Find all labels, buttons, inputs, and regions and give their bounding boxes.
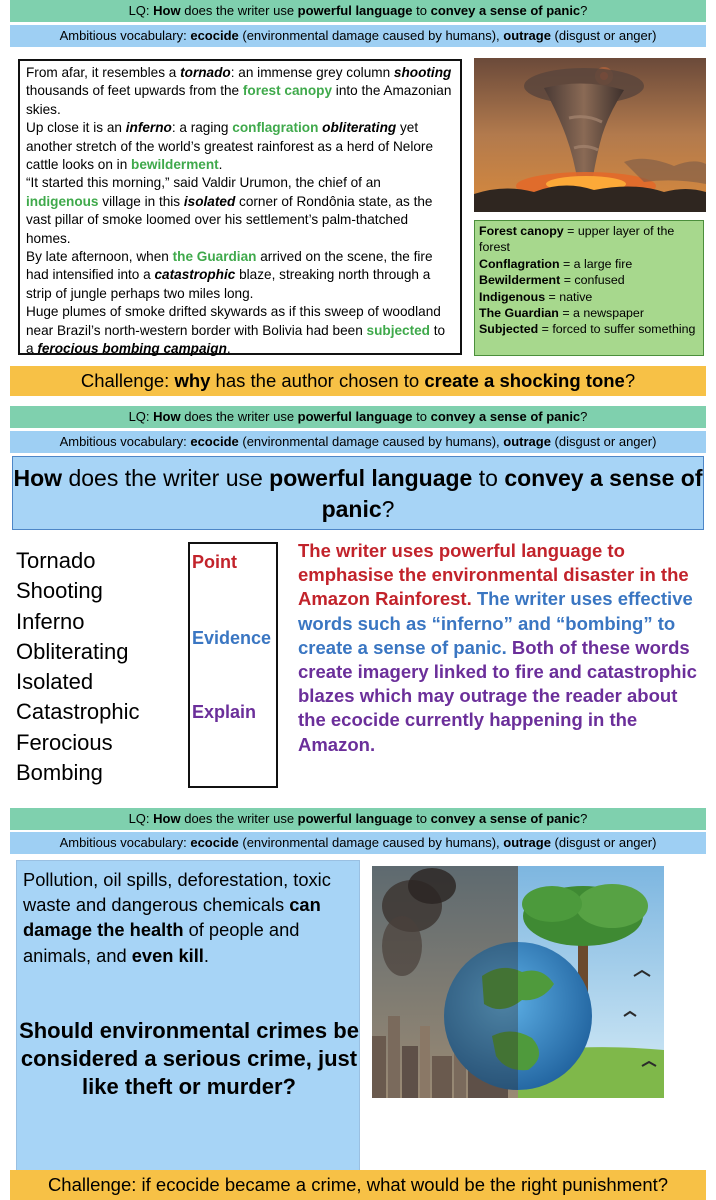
extract-paragraph: By late afternoon, when the Guardian arrived on the scene, the fire had intensified into a catastrophic blaze, streaking north through a strip of jungle perhaps two miles long. [26, 249, 433, 301]
glossary-entry: The Guardian = a newspaper [479, 306, 644, 321]
evidence-label: Evidence [192, 628, 272, 648]
vocabulary-bar: Ambitious vocabulary: ecocide (environmental damage caused by humans), outrage (disgust or anger) [10, 832, 706, 854]
key-word: Tornado [16, 548, 96, 573]
key-word-list [16, 546, 176, 788]
extract-paragraph: “It started this morning,” said Valdir Urumon, the chief of an indigenous village in this isolated corner of Rondônia state, as the vast pillar of smoke loomed over his settlement’s palm-thatched homes. [26, 175, 433, 246]
explain-label: Explain [192, 702, 257, 722]
pollution-text: Pollution, oil spills, deforestation, toxic waste and dangerous chemicals can damage the health of people and animals, and even kill. [23, 869, 331, 966]
vocabulary-bar: Ambitious vocabulary: ecocide (environmental damage caused by humans), outrage (disgust or anger) [10, 25, 706, 47]
key-word: Catastrophic [16, 699, 140, 725]
glossary-entry: Forest canopy = upper layer of the forest [479, 224, 675, 255]
challenge-bar: Challenge: if ecocide became a crime, what would be the right punishment? [10, 1170, 706, 1200]
glossary-box [474, 220, 704, 356]
extract-paragraph: Huge plumes of smoke drifted skywards as if this sweep of woodland near Brazil’s north-western border with Bolivia had been subjected to a ferocious bombing campaign. [26, 304, 446, 357]
extract-paragraph: From afar, it resembles a tornado: an immense grey column shooting thousands of feet upwards from the forest canopy into the Amazonian skies. [26, 65, 452, 117]
polluted-vs-green-earth-image [372, 866, 664, 1098]
glossary-entry: Subjected = forced to suffer something [479, 322, 696, 337]
learning-question-bar: LQ: How does the writer use powerful language to convey a sense of panic? [10, 0, 706, 22]
extract-text-box [18, 59, 462, 355]
discussion-box [16, 860, 360, 1182]
explain-text: Both of these words create imagery linked to fire and catastrophic blazes which may outrage the reader about the ecocide currently happening in the Amazon. [298, 636, 697, 755]
point-label: Point [192, 552, 237, 572]
key-word: Inferno [16, 608, 85, 634]
main-question-box: How does the writer use powerful language to convey a sense of panic? [12, 456, 704, 530]
slide-3 [10, 808, 706, 1200]
pee-label-box [188, 542, 278, 788]
learning-question-bar: LQ: How does the writer use powerful language to convey a sense of panic? [10, 808, 706, 830]
learning-question-bar: LQ: How does the writer use powerful language to convey a sense of panic? [10, 406, 706, 428]
point-text: The writer uses powerful language to emphasise the environmental disaster in the Amazon Rainforest. [298, 540, 689, 610]
fire-tornado-illustration [474, 58, 706, 212]
fire-tornado-photo [474, 58, 706, 212]
key-word: Bombing [16, 760, 103, 786]
key-word: Obliterating [16, 638, 129, 664]
slide-2 [10, 406, 706, 796]
discussion-question: Should environmental crimes be considered a serious crime, just like theft or murder? [19, 1018, 359, 1099]
glossary-entry: Conflagration = a large fire [479, 256, 633, 271]
glossary-entry: Bewilderment = confused [479, 273, 625, 288]
evidence-text: The writer uses effective words such as “inferno” and “bombing” to create a sense of panic. [298, 588, 693, 658]
glossary-entry: Indigenous = native [479, 289, 593, 304]
key-word: Isolated [16, 669, 94, 695]
key-word: Ferocious [16, 729, 113, 755]
challenge-bar: Challenge: why has the author chosen to create a shocking tone? [10, 366, 706, 396]
slide-1 [10, 0, 706, 396]
extract-paragraph: Up close it is an inferno: a raging conflagration obliterating yet another stretch of the world’s greatest rainforest as a herd of Nelore cattle looks on in bewilderment. [26, 120, 434, 173]
split-earth-illustration [372, 866, 664, 1098]
vocabulary-bar: Ambitious vocabulary: ecocide (environmental damage caused by humans), outrage (disgust or anger) [10, 431, 706, 453]
key-word: Shooting [16, 578, 103, 604]
pee-paragraph [298, 539, 704, 757]
